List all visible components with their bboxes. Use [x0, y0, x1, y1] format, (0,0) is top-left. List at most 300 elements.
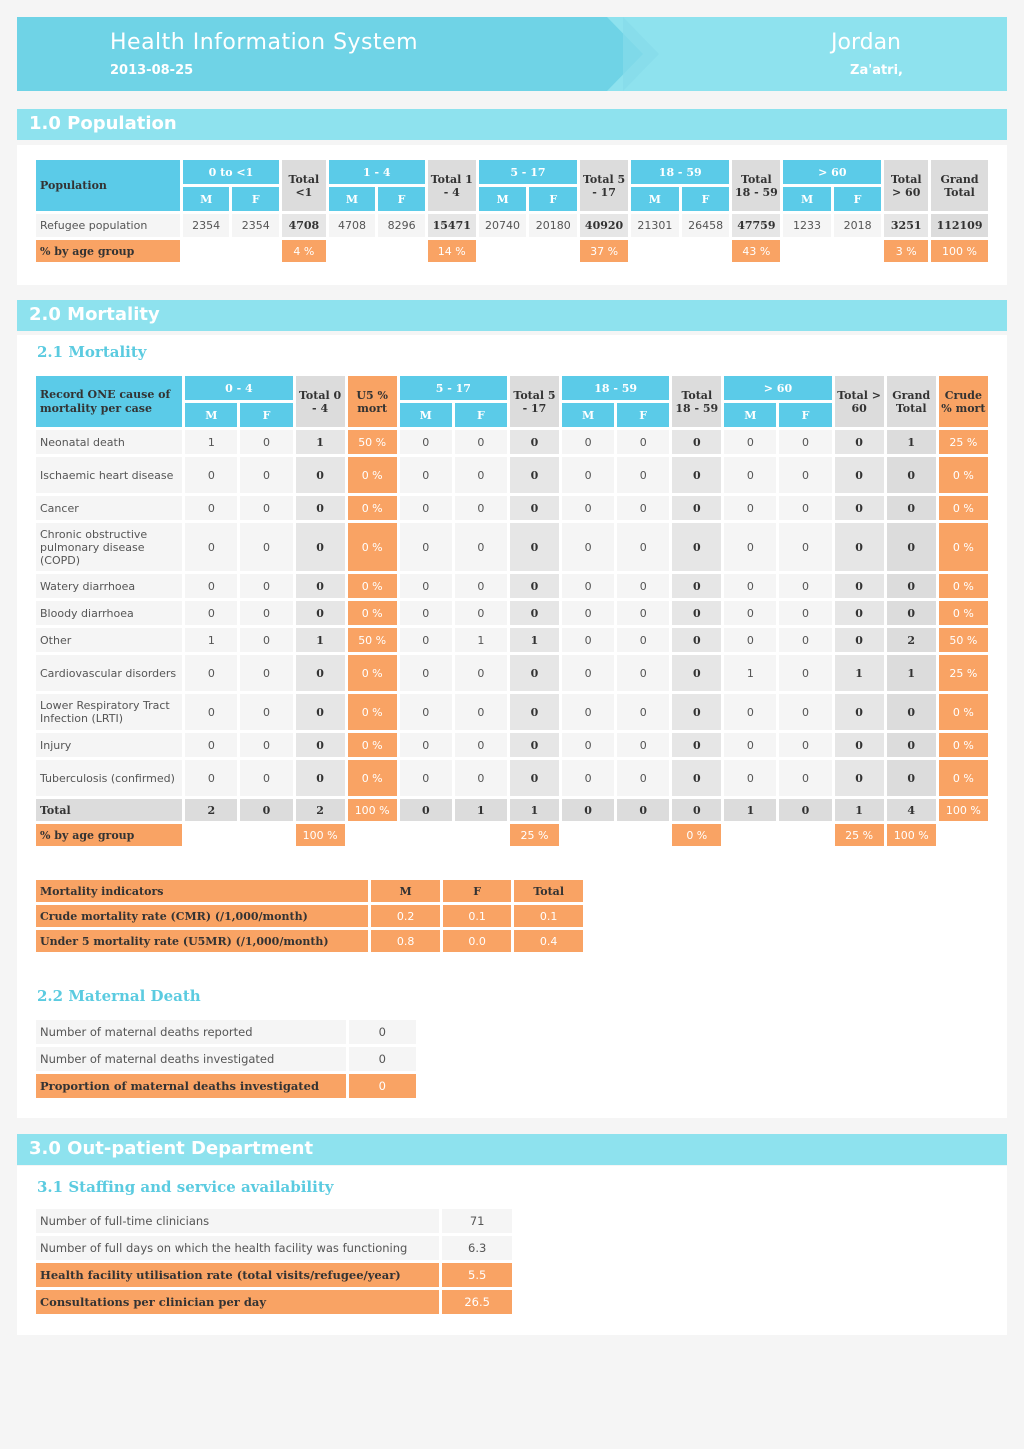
pct-cell: 0 % — [939, 733, 988, 757]
pct-cell: 25 % — [835, 824, 884, 846]
cell: 0 — [400, 430, 452, 454]
pct-cell: 0 % — [348, 523, 397, 571]
cell: 0 — [455, 523, 507, 571]
opd-staffing-table — [33, 1206, 515, 1317]
cell-total: 0 — [510, 457, 559, 493]
cell: 1 — [455, 799, 507, 821]
cell-total: 0 — [510, 523, 559, 571]
cell: 0 — [455, 457, 507, 493]
cell-total: 1 — [296, 430, 345, 454]
cell: 0 — [617, 733, 669, 757]
cell: 0 — [617, 523, 669, 571]
row-label: Chronic obstructive pulmonary disease (COPD) — [36, 523, 182, 571]
group-header: 0 - 4 — [185, 376, 292, 400]
cell: 0 — [562, 628, 614, 652]
cell-total: 3251 — [884, 214, 928, 237]
pct-cell: 0 % — [348, 655, 397, 691]
pct-cell: 4 % — [282, 240, 326, 262]
cell: 0 — [240, 430, 292, 454]
pct-cell: 0 % — [348, 496, 397, 520]
row-label: Neonatal death — [36, 430, 182, 454]
table-row — [36, 1209, 512, 1233]
indicators-f-header: F — [443, 880, 511, 902]
f-header: F — [232, 187, 279, 211]
cell: 0 — [240, 733, 292, 757]
pct-cell: 0 % — [348, 574, 397, 598]
pct-cell: 3 % — [884, 240, 928, 262]
indicator-label: Crude mortality rate (CMR) (/1,000/month) — [36, 905, 368, 927]
pct-grand-cell: 100 % — [887, 824, 936, 846]
indicator-value: 0.1 — [514, 905, 583, 927]
row-label: Cancer — [36, 496, 182, 520]
report-title: Health Information System — [110, 30, 419, 55]
cell: 0 — [562, 430, 614, 454]
cell-total: 0 — [672, 655, 721, 691]
cell-total: 0 — [510, 733, 559, 757]
group-header: > 60 — [724, 376, 831, 400]
cell-total: 0 — [296, 496, 345, 520]
m-header: M — [631, 187, 679, 211]
m-header: M — [562, 403, 614, 427]
pct-cell: 0 % — [939, 760, 988, 796]
opd-value: 71 — [442, 1209, 512, 1233]
cell: 0 — [455, 760, 507, 796]
cell-total: 0 — [672, 694, 721, 730]
table-row — [36, 824, 988, 846]
cell-total: 0 — [510, 430, 559, 454]
opd-label: Consultations per clinician per day — [36, 1290, 439, 1314]
opd-subtitle: 3.1 Staffing and service availability — [37, 1178, 334, 1196]
row-label: Other — [36, 628, 182, 652]
cell: 0 — [455, 496, 507, 520]
cell: 0 — [455, 694, 507, 730]
cell: 2354 — [232, 214, 279, 237]
cell: 0 — [400, 733, 452, 757]
cell: 0 — [185, 523, 237, 571]
cell-total: 0 — [296, 694, 345, 730]
cell: 0 — [779, 601, 831, 625]
pct-cell: 25 % — [939, 655, 988, 691]
cell: 0 — [562, 457, 614, 493]
indicator-value: 0.2 — [371, 905, 439, 927]
cell: 0 — [562, 496, 614, 520]
cell-grand-total: 0 — [887, 496, 936, 520]
table-row — [36, 214, 988, 237]
table-row — [36, 905, 583, 927]
cell: 26458 — [682, 214, 730, 237]
report-camp: Za'atri, — [850, 63, 903, 78]
cell-total: 0 — [835, 523, 884, 571]
m-header: M — [724, 403, 776, 427]
table-row — [36, 457, 988, 493]
m-header: M — [329, 187, 376, 211]
cell-grand-total: 2 — [887, 628, 936, 652]
pct-cell: 25 % — [939, 430, 988, 454]
cell-total: 0 — [510, 760, 559, 796]
header-arrow-shape-light — [623, 17, 659, 91]
cell: 0 — [724, 760, 776, 796]
row-label: Tuberculosis (confirmed) — [36, 760, 182, 796]
crude-mort-header: Crude % mort — [939, 376, 988, 427]
pct-cell: 0 % — [939, 496, 988, 520]
cell: 0 — [400, 628, 452, 652]
pct-cell: 50 % — [939, 628, 988, 652]
cell: 0 — [724, 694, 776, 730]
cell-grand-total: 0 — [887, 733, 936, 757]
grand-total-header: Grand Total — [931, 160, 988, 211]
cell-total: 0 — [296, 574, 345, 598]
cell: 0 — [400, 655, 452, 691]
cell: 0 — [724, 430, 776, 454]
mortality-table — [33, 373, 991, 849]
cell-total: 0 — [835, 733, 884, 757]
indicator-value: 0.4 — [514, 930, 583, 952]
cell-total: 40920 — [580, 214, 628, 237]
m-header: M — [400, 403, 452, 427]
pct-cell: 0 % — [348, 601, 397, 625]
cell-total: 0 — [835, 430, 884, 454]
pct-cell: 25 % — [510, 824, 559, 846]
group-header: 1 - 4 — [329, 160, 425, 184]
cell-total: 0 — [835, 601, 884, 625]
cell: 0 — [617, 574, 669, 598]
cell: 0 — [400, 799, 452, 821]
total-header: Total > 60 — [884, 160, 928, 211]
pct-cell: 0 % — [939, 601, 988, 625]
indicator-value: 0.0 — [443, 930, 511, 952]
cell-total: 0 — [672, 496, 721, 520]
population-table — [33, 157, 991, 265]
cell: 0 — [455, 574, 507, 598]
cell: 1233 — [783, 214, 831, 237]
cell-total: 1 — [510, 799, 559, 821]
cell-total: 4708 — [282, 214, 326, 237]
cell: 20180 — [529, 214, 577, 237]
cell: 0 — [779, 574, 831, 598]
cell-total: 1 — [835, 655, 884, 691]
cell: 0 — [455, 601, 507, 625]
cell-total: 0 — [672, 574, 721, 598]
cell-total: 0 — [296, 523, 345, 571]
f-header: F — [378, 187, 425, 211]
report-header — [17, 17, 1007, 91]
pct-cell: 50 % — [348, 628, 397, 652]
cell: 0 — [240, 601, 292, 625]
total-header: Total 5 - 17 — [510, 376, 559, 427]
f-header: F — [617, 403, 669, 427]
cell-total: 0 — [672, 733, 721, 757]
cell: 0 — [562, 694, 614, 730]
pct-cell: 0 % — [672, 824, 721, 846]
cell: 0 — [724, 574, 776, 598]
cell-total: 0 — [672, 457, 721, 493]
cell: 0 — [455, 733, 507, 757]
total-header: Total <1 — [282, 160, 326, 211]
section-population-title: 1.0 Population — [17, 109, 1007, 140]
opd-label: Number of full days on which the health facility was functioning — [36, 1236, 439, 1260]
cell-grand-total: 0 — [887, 457, 936, 493]
pct-cell: 37 % — [580, 240, 628, 262]
f-header: F — [682, 187, 730, 211]
f-header: F — [455, 403, 507, 427]
cell: 0 — [400, 496, 452, 520]
pct-grand-cell: 100 % — [931, 240, 988, 262]
indicators-m-header: M — [371, 880, 439, 902]
cell-grand-total: 0 — [887, 574, 936, 598]
table-row — [36, 733, 988, 757]
cell-total: 1 — [835, 799, 884, 821]
cell-grand-total: 0 — [887, 760, 936, 796]
f-header: F — [779, 403, 831, 427]
cell-grand-total: 0 — [887, 523, 936, 571]
cell-total: 0 — [672, 523, 721, 571]
f-header: F — [240, 403, 292, 427]
cell: 0 — [617, 694, 669, 730]
group-header: 18 - 59 — [631, 160, 729, 184]
cell-total: 0 — [835, 496, 884, 520]
table-row — [36, 930, 583, 952]
cell: 0 — [400, 523, 452, 571]
cell: 0 — [400, 760, 452, 796]
pct-cell: 0 % — [348, 694, 397, 730]
cell: 0 — [617, 799, 669, 821]
indicators-header: Mortality indicators — [36, 880, 368, 902]
maternal-label: Number of maternal deaths reported — [36, 1020, 346, 1044]
cell: 0 — [779, 523, 831, 571]
cell: 0 — [562, 574, 614, 598]
cell: 0 — [562, 799, 614, 821]
section-opd-title: 3.0 Out-patient Department — [17, 1134, 1007, 1165]
table-row — [36, 574, 988, 598]
cell: 8296 — [378, 214, 425, 237]
pct-cell: 0 % — [939, 457, 988, 493]
grand-total-header: Grand Total — [887, 376, 936, 427]
cell: 0 — [240, 799, 292, 821]
table-row — [36, 628, 988, 652]
indicator-value: 0.8 — [371, 930, 439, 952]
cell: 0 — [779, 799, 831, 821]
cell: 21301 — [631, 214, 679, 237]
cell: 0 — [617, 457, 669, 493]
cell: 0 — [617, 628, 669, 652]
row-label: Bloody diarrhoea — [36, 601, 182, 625]
table-row — [36, 655, 988, 691]
cell: 0 — [724, 496, 776, 520]
table-row — [36, 1074, 416, 1098]
cell-total: 0 — [672, 799, 721, 821]
cell-total: 1 — [510, 628, 559, 652]
maternal-subtitle: 2.2 Maternal Death — [37, 987, 201, 1005]
cell: 0 — [779, 628, 831, 652]
opd-label: Number of full-time clinicians — [36, 1209, 439, 1233]
cell: 2018 — [834, 214, 882, 237]
pct-cell: 0 % — [348, 457, 397, 493]
cell-grand-total: 1 — [887, 430, 936, 454]
section-mortality-title: 2.0 Mortality — [17, 300, 1007, 331]
group-header: 0 to <1 — [183, 160, 279, 184]
cell: 2 — [185, 799, 237, 821]
cell: 0 — [240, 496, 292, 520]
row-label: Cardiovascular disorders — [36, 655, 182, 691]
total-header: Total 1 - 4 — [428, 160, 476, 211]
pct-cell: 50 % — [348, 430, 397, 454]
row-label: Watery diarrhoea — [36, 574, 182, 598]
cell: 0 — [185, 496, 237, 520]
cell: 0 — [240, 760, 292, 796]
cell: 0 — [779, 694, 831, 730]
cell-total: 0 — [672, 601, 721, 625]
opd-value: 5.5 — [442, 1263, 512, 1287]
indicators-total-header: Total — [514, 880, 583, 902]
cell: 0 — [240, 523, 292, 571]
cell-total: 0 — [510, 496, 559, 520]
indicator-value: 0.1 — [443, 905, 511, 927]
cell-total: 0 — [296, 760, 345, 796]
cell: 0 — [185, 733, 237, 757]
cell: 1 — [185, 628, 237, 652]
opd-label: Health facility utilisation rate (total visits/refugee/year) — [36, 1263, 439, 1287]
f-header: F — [834, 187, 882, 211]
cell-total: 0 — [296, 601, 345, 625]
cell: 0 — [779, 655, 831, 691]
group-header: 5 - 17 — [479, 160, 577, 184]
table-row — [36, 760, 988, 796]
cell: 0 — [724, 628, 776, 652]
cell: 0 — [185, 760, 237, 796]
cell: 0 — [562, 523, 614, 571]
cell-grand-total: 0 — [887, 601, 936, 625]
cell-total: 0 — [672, 760, 721, 796]
report-country: Jordan — [831, 30, 901, 55]
cell-total: 0 — [672, 628, 721, 652]
cell-total: 0 — [835, 628, 884, 652]
row-label: % by age group — [36, 824, 182, 846]
total-header: Total 5 - 17 — [580, 160, 628, 211]
cell: 0 — [617, 760, 669, 796]
total-header: Total 18 - 59 — [732, 160, 780, 211]
cell-total: 47759 — [732, 214, 780, 237]
cell-grand-total: 112109 — [931, 214, 988, 237]
cell-total: 2 — [296, 799, 345, 821]
cell-total: 0 — [296, 655, 345, 691]
table-row — [36, 240, 988, 262]
row-label: Total — [36, 799, 182, 821]
cell-total: 0 — [296, 457, 345, 493]
mortality-subtitle: 2.1 Mortality — [37, 343, 147, 361]
pct-cell: 0 % — [939, 574, 988, 598]
maternal-label: Number of maternal deaths investigated — [36, 1047, 346, 1071]
cell: 0 — [400, 574, 452, 598]
cell: 0 — [185, 574, 237, 598]
cell: 0 — [617, 496, 669, 520]
cell: 0 — [724, 601, 776, 625]
u5-mort-header: U5 % mort — [348, 376, 397, 427]
cell-total: 0 — [835, 694, 884, 730]
mortality-row-header: Record ONE cause of mortality per case — [36, 376, 182, 427]
row-label: % by age group — [36, 240, 180, 262]
table-row — [36, 694, 988, 730]
table-row — [36, 1047, 416, 1071]
m-header: M — [183, 187, 230, 211]
cell-grand-total: 1 — [887, 655, 936, 691]
cell: 0 — [240, 574, 292, 598]
opd-value: 6.3 — [442, 1236, 512, 1260]
cell: 0 — [617, 601, 669, 625]
cell: 0 — [779, 496, 831, 520]
maternal-table — [33, 1017, 419, 1101]
cell: 0 — [240, 655, 292, 691]
cell: 0 — [240, 628, 292, 652]
table-row — [36, 601, 988, 625]
cell: 0 — [724, 457, 776, 493]
table-row — [36, 1020, 416, 1044]
cell-total: 0 — [672, 430, 721, 454]
pct-cell: 100 % — [296, 824, 345, 846]
cell: 0 — [779, 760, 831, 796]
cell: 1 — [455, 628, 507, 652]
pct-cell: 100 % — [348, 799, 397, 821]
cell: 1 — [724, 655, 776, 691]
row-label: Lower Respiratory Tract Infection (LRTI) — [36, 694, 182, 730]
cell-total: 0 — [296, 733, 345, 757]
row-label: Ischaemic heart disease — [36, 457, 182, 493]
row-label: Refugee population — [36, 214, 180, 237]
group-header: 18 - 59 — [562, 376, 669, 400]
group-header: > 60 — [783, 160, 881, 184]
cell: 2354 — [183, 214, 230, 237]
opd-value: 26.5 — [442, 1290, 512, 1314]
maternal-value: 0 — [349, 1047, 416, 1071]
cell: 0 — [617, 655, 669, 691]
m-header: M — [783, 187, 831, 211]
cell: 0 — [617, 430, 669, 454]
population-row-header: Population — [36, 160, 180, 211]
m-header: M — [479, 187, 527, 211]
maternal-value: 0 — [349, 1074, 416, 1098]
pct-cell: 0 % — [348, 760, 397, 796]
group-header: 5 - 17 — [400, 376, 507, 400]
cell: 0 — [724, 733, 776, 757]
cell: 0 — [779, 733, 831, 757]
total-header: Total 18 - 59 — [672, 376, 721, 427]
cell: 0 — [562, 601, 614, 625]
cell-total: 0 — [510, 574, 559, 598]
pct-cell: 43 % — [732, 240, 780, 262]
maternal-value: 0 — [349, 1020, 416, 1044]
cell-total: 0 — [835, 457, 884, 493]
pct-cell: 100 % — [939, 799, 988, 821]
cell-total: 0 — [510, 655, 559, 691]
cell: 0 — [400, 601, 452, 625]
pct-cell: 0 % — [939, 523, 988, 571]
mortality-indicators-table — [33, 877, 586, 955]
maternal-label: Proportion of maternal deaths investigated — [36, 1074, 346, 1098]
cell: 0 — [400, 457, 452, 493]
cell-total: 15471 — [428, 214, 476, 237]
pct-cell: 0 % — [939, 694, 988, 730]
table-row — [36, 430, 988, 454]
cell: 0 — [400, 694, 452, 730]
cell: 1 — [724, 799, 776, 821]
cell: 0 — [779, 457, 831, 493]
cell-total: 0 — [835, 760, 884, 796]
cell: 1 — [185, 430, 237, 454]
cell: 4708 — [329, 214, 376, 237]
total-header: Total > 60 — [835, 376, 884, 427]
total-row — [36, 799, 988, 821]
cell-grand-total: 4 — [887, 799, 936, 821]
indicator-label: Under 5 mortality rate (U5MR) (/1,000/month) — [36, 930, 368, 952]
